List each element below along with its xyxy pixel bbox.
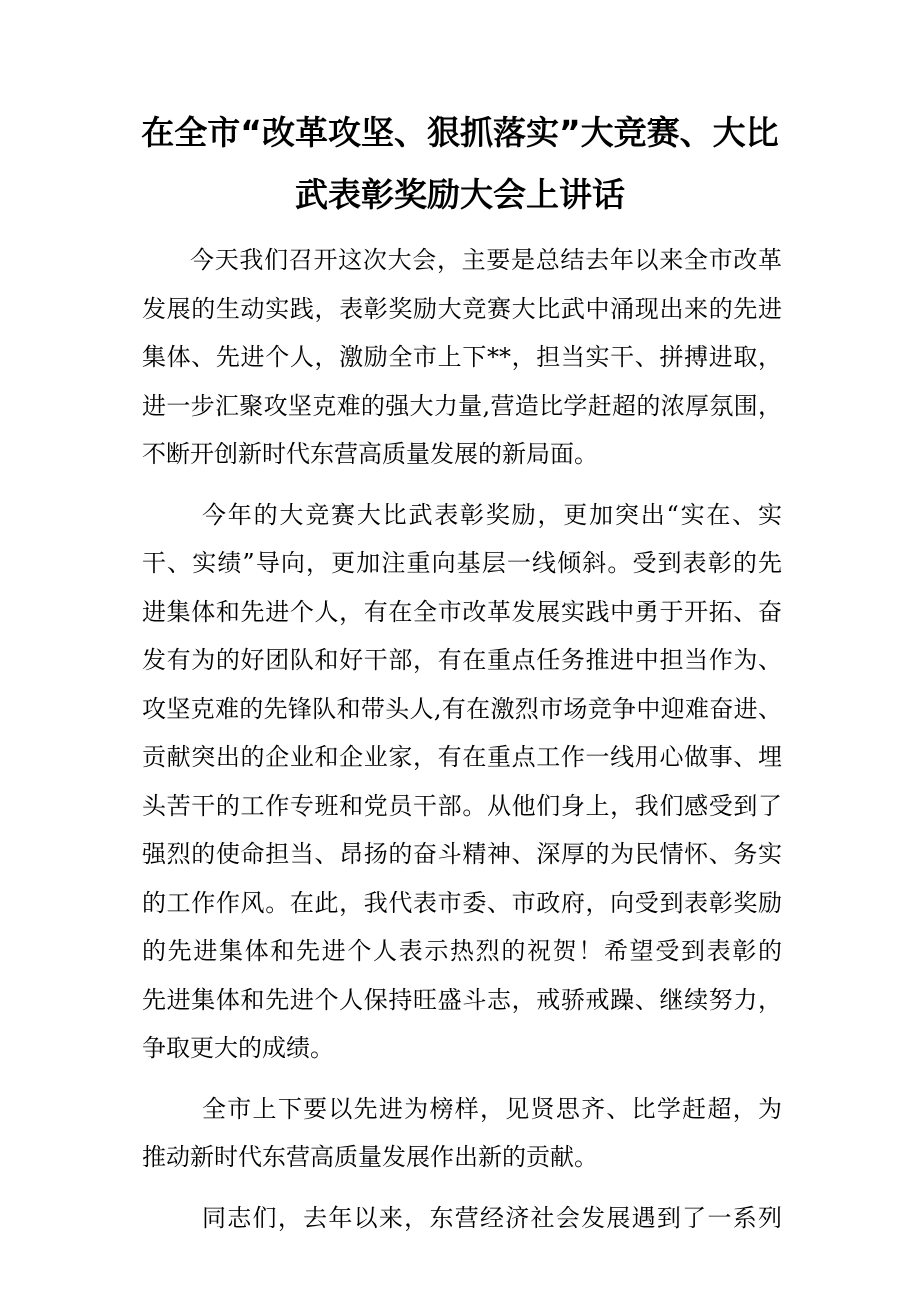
paragraph-line: 今天我们召开这次大会，主要是总结去年以来全市改革: [190, 246, 782, 274]
paragraph-line: 同志们，去年以来，东营经济社会发展遇到了一系列: [202, 1203, 782, 1232]
document-body: [142, 236, 782, 1242]
paragraph-line: 发展的生动实践，表彰奖励大竞赛大比武中涌现出来的先进: [142, 294, 782, 323]
paragraph-line: 的工作作风。在此，我代表市委、市政府，向受到表彰奖励: [142, 888, 782, 917]
paragraph-line: 头苦干的工作专班和党员干部。从他们身上，我们感受到了: [142, 791, 782, 820]
paragraph-line: 推动新时代东营高质量发展作出新的贡献。: [142, 1143, 598, 1171]
paragraph-1: [142, 236, 782, 479]
paragraph-line: 干、实绩”导向，更加注重向基层一线倾斜。受到表彰的先: [142, 549, 782, 577]
paragraph-line: 攻坚克难的先锋队和带头人,有在激烈市场竞争中迎难奋进、: [142, 694, 782, 723]
paragraph-line: 争取更大的成绩。: [142, 1034, 334, 1062]
paragraph-line: 不断开创新时代东营高质量发展的新局面。: [142, 440, 598, 468]
paragraph-line: 先进集体和先进个人保持旺盛斗志，戒骄戒躁、继续努力，: [142, 985, 782, 1014]
paragraph-2: [142, 491, 782, 1073]
paragraph-gap: [142, 479, 782, 491]
paragraph-3: [142, 1085, 782, 1182]
paragraph-gap: [142, 1182, 782, 1194]
paragraph-line: 集体、先进个人，激励全市上下**，担当实干、拼搏进取，: [142, 343, 782, 371]
title-line-1: 在全市“改革攻坚、狠抓落实”大竞赛、大比: [141, 113, 779, 152]
paragraph-line: 贡献突出的企业和企业家，有在重点工作一线用心做事、埋: [142, 743, 782, 771]
paragraph-4: [142, 1194, 782, 1243]
paragraph-line: 全市上下要以先进为榜样，见贤思齐、比学赶超，为: [202, 1094, 782, 1123]
title-line-2: 武表彰奖励大会上讲话: [295, 175, 625, 214]
paragraph-line: 今年的大竞赛大比武表彰奖励，更加突出“实在、实: [202, 500, 782, 529]
paragraph-line: 发有为的好团队和好干部，有在重点任务推进中担当作为、: [142, 646, 782, 674]
paragraph-line: 强烈的使命担当、昂扬的奋斗精神、深厚的为民情怀、务实: [142, 840, 782, 868]
paragraph-line: 的先进集体和先进个人表示热烈的祝贺！希望受到表彰的: [142, 937, 782, 965]
paragraph-line: 进一步汇聚攻坚克难的强大力量,营造比学赶超的浓厚氛围，: [142, 391, 782, 420]
paragraph-line: 进集体和先进个人，有在全市改革发展实践中勇于开拓、奋: [142, 597, 782, 626]
paragraph-gap: [142, 1073, 782, 1085]
